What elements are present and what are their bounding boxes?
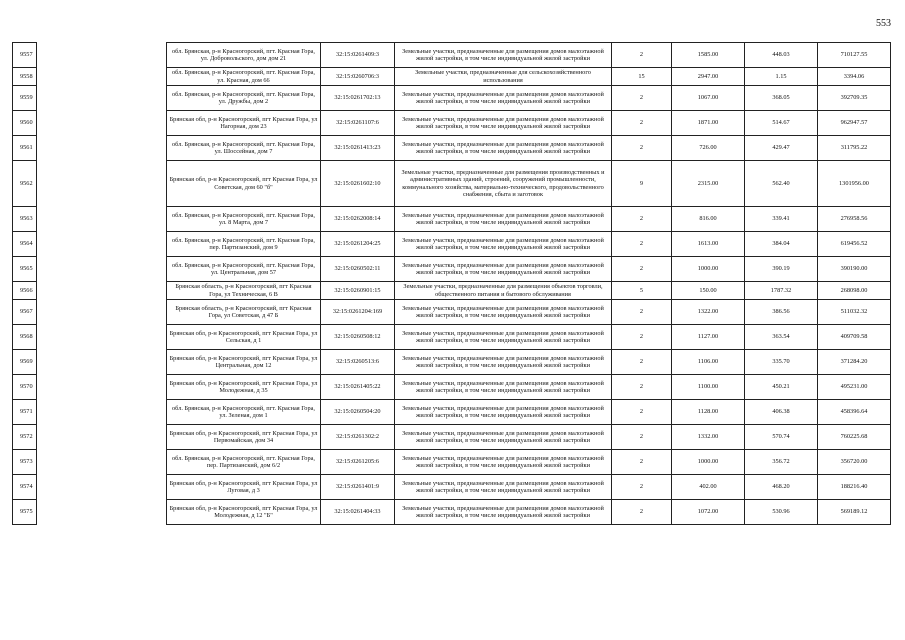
cadastral-value-cell: 392709.35 — [818, 86, 891, 111]
row-number-cell: 9565 — [13, 257, 37, 282]
row-number-cell: 9574 — [13, 475, 37, 500]
area-cell: 816.00 — [672, 207, 745, 232]
land-purpose-cell: Земельные участки, предназначенные для размещения домов малоэтажной жилой застройки, в том числе индивидуальной жилой застройки — [395, 425, 612, 450]
rate-cell: 530.96 — [745, 500, 818, 525]
rate-cell: 368.05 — [745, 86, 818, 111]
area-cell: 1127.00 — [672, 325, 745, 350]
cadastral-value-cell: 962947.57 — [818, 111, 891, 136]
spacer-cell — [37, 111, 167, 136]
spacer-cell — [37, 325, 167, 350]
row-number-cell: 9561 — [13, 136, 37, 161]
rate-cell: 384.04 — [745, 232, 818, 257]
group-code-cell: 2 — [612, 86, 672, 111]
table-row — [13, 450, 891, 475]
rate-cell: 468.20 — [745, 475, 818, 500]
cadastral-value-cell: 390190.00 — [818, 257, 891, 282]
group-code-cell: 2 — [612, 257, 672, 282]
cadastral-value-cell: 710127.55 — [818, 43, 891, 68]
rate-cell: 363.54 — [745, 325, 818, 350]
cadastral-number-cell: 32:15:0261204:25 — [321, 232, 395, 257]
land-purpose-cell: Земельные участки, предназначенные для размещения домов малоэтажной жилой застройки, в том числе индивидуальной жилой застройки — [395, 257, 612, 282]
area-cell: 150.00 — [672, 282, 745, 300]
area-cell: 1072.00 — [672, 500, 745, 525]
address-cell: Брянская область, р-н Красногорский, пгт Красная Гора, ул Техническая, 6 В — [167, 282, 321, 300]
spacer-cell — [37, 257, 167, 282]
cadastral-value-cell: 458396.64 — [818, 400, 891, 425]
cadastral-number-cell: 32:15:0261602:10 — [321, 161, 395, 207]
spacer-cell — [37, 350, 167, 375]
area-cell: 2947.00 — [672, 68, 745, 86]
cadastral-number-cell: 32:15:0261405:22 — [321, 375, 395, 400]
table-row — [13, 300, 891, 325]
land-purpose-cell: Земельные участки, предназначенные для размещения объектов торговли, общественного питания и бытового обслуживания — [395, 282, 612, 300]
table-row — [13, 325, 891, 350]
table-row — [13, 400, 891, 425]
cadastral-table — [12, 42, 891, 525]
group-code-cell: 2 — [612, 111, 672, 136]
land-purpose-cell: Земельные участки, предназначенные для размещения домов малоэтажной жилой застройки, в том числе индивидуальной жилой застройки — [395, 350, 612, 375]
cadastral-number-cell: 32:15:0260508:12 — [321, 325, 395, 350]
spacer-cell — [37, 400, 167, 425]
group-code-cell: 2 — [612, 207, 672, 232]
group-code-cell: 9 — [612, 161, 672, 207]
cadastral-number-cell: 32:15:0260504:20 — [321, 400, 395, 425]
row-number-cell: 9557 — [13, 43, 37, 68]
land-purpose-cell: Земельные участки, предназначенные для размещения домов малоэтажной жилой застройки, в том числе индивидуальной жилой застройки — [395, 325, 612, 350]
spacer-cell — [37, 475, 167, 500]
spacer-cell — [37, 500, 167, 525]
spacer-cell — [37, 86, 167, 111]
table-row — [13, 425, 891, 450]
area-cell: 726.00 — [672, 136, 745, 161]
rate-cell: 514.67 — [745, 111, 818, 136]
table-row — [13, 375, 891, 400]
table-row — [13, 43, 891, 68]
spacer-cell — [37, 43, 167, 68]
row-number-cell: 9572 — [13, 425, 37, 450]
cadastral-number-cell: 32:15:0261107:6 — [321, 111, 395, 136]
row-number-cell: 9562 — [13, 161, 37, 207]
row-number-cell: 9558 — [13, 68, 37, 86]
address-cell: Брянская обл, р-н Красногорский, пгт Красная Гора, ул Центральная, дом 12 — [167, 350, 321, 375]
table-row — [13, 475, 891, 500]
address-cell: обл. Брянская, р-н Красногорский, пгт. Красная Гора, ул. Красная, дом 66 — [167, 68, 321, 86]
area-cell: 1585.00 — [672, 43, 745, 68]
row-number-cell: 9570 — [13, 375, 37, 400]
rate-cell: 335.70 — [745, 350, 818, 375]
spacer-cell — [37, 425, 167, 450]
group-code-cell: 2 — [612, 425, 672, 450]
group-code-cell: 2 — [612, 43, 672, 68]
rate-cell: 356.72 — [745, 450, 818, 475]
row-number-cell: 9566 — [13, 282, 37, 300]
group-code-cell: 2 — [612, 300, 672, 325]
group-code-cell: 5 — [612, 282, 672, 300]
spacer-cell — [37, 375, 167, 400]
address-cell: обл. Брянская, р-н Красногорский, пгт. Красная Гора, ул. Шоссейная, дом 7 — [167, 136, 321, 161]
cadastral-number-cell: 32:15:0261404:33 — [321, 500, 395, 525]
table-row — [13, 500, 891, 525]
spacer-cell — [37, 68, 167, 86]
cadastral-value-cell: 511032.32 — [818, 300, 891, 325]
land-purpose-cell: Земельные участки, предназначенные для размещения домов малоэтажной жилой застройки, в том числе индивидуальной жилой застройки — [395, 450, 612, 475]
address-cell: Брянская область, р-н Красногорский, пгт Красная Гора, ул Советская, д 47 Б — [167, 300, 321, 325]
rate-cell: 429.47 — [745, 136, 818, 161]
rate-cell: 339.41 — [745, 207, 818, 232]
group-code-cell: 2 — [612, 136, 672, 161]
address-cell: Брянская обл, р-н Красногорский, пгт Красная Гора, ул Сельская, д 1 — [167, 325, 321, 350]
cadastral-value-cell: 495231.00 — [818, 375, 891, 400]
rate-cell: 390.19 — [745, 257, 818, 282]
group-code-cell: 2 — [612, 350, 672, 375]
cadastral-value-cell: 371284.20 — [818, 350, 891, 375]
address-cell: обл. Брянская, р-н Красногорский, пгт. Красная Гора, ул. Дружбы, дом 2 — [167, 86, 321, 111]
group-code-cell: 2 — [612, 475, 672, 500]
row-number-cell: 9568 — [13, 325, 37, 350]
area-cell: 2315.00 — [672, 161, 745, 207]
cadastral-value-cell: 1301956.00 — [818, 161, 891, 207]
rate-cell: 562.40 — [745, 161, 818, 207]
row-number-cell: 9567 — [13, 300, 37, 325]
land-purpose-cell: Земельные участки, предназначенные для размещения домов малоэтажной жилой застройки, в том числе индивидуальной жилой застройки — [395, 43, 612, 68]
rate-cell: 406.38 — [745, 400, 818, 425]
group-code-cell: 2 — [612, 375, 672, 400]
spacer-cell — [37, 136, 167, 161]
land-purpose-cell: Земельные участки, предназначенные для размещения домов малоэтажной жилой застройки, в том числе индивидуальной жилой застройки — [395, 86, 612, 111]
row-number-cell: 9571 — [13, 400, 37, 425]
table-row — [13, 86, 891, 111]
group-code-cell: 15 — [612, 68, 672, 86]
cadastral-value-cell: 760225.68 — [818, 425, 891, 450]
table-row — [13, 207, 891, 232]
cadastral-number-cell: 32:15:0261401:9 — [321, 475, 395, 500]
row-number-cell: 9564 — [13, 232, 37, 257]
area-cell: 1106.00 — [672, 350, 745, 375]
rate-cell: 448.03 — [745, 43, 818, 68]
address-cell: обл. Брянская, р-н Красногорский, пгт. Красная Гора, пер. Партизанский, дом 6/2 — [167, 450, 321, 475]
table-row — [13, 111, 891, 136]
area-cell: 1332.00 — [672, 425, 745, 450]
address-cell: обл. Брянская, р-н Красногорский, пгт. Красная Гора, ул. Центральная, дом 57 — [167, 257, 321, 282]
spacer-cell — [37, 300, 167, 325]
table-body — [13, 43, 891, 525]
land-purpose-cell: Земельные участки, предназначенные для размещения домов малоэтажной жилой застройки, в том числе индивидуальной жилой застройки — [395, 111, 612, 136]
land-purpose-cell: Земельные участки, предназначенные для размещения домов малоэтажной жилой застройки, в том числе индивидуальной жилой застройки — [395, 300, 612, 325]
cadastral-number-cell: 32:15:0260502:11 — [321, 257, 395, 282]
rate-cell: 386.56 — [745, 300, 818, 325]
land-purpose-cell: Земельные участки, предназначенные для размещения домов малоэтажной жилой застройки, в том числе индивидуальной жилой застройки — [395, 475, 612, 500]
area-cell: 1128.00 — [672, 400, 745, 425]
table-row — [13, 350, 891, 375]
cadastral-number-cell: 32:15:0261204:169 — [321, 300, 395, 325]
table-row — [13, 136, 891, 161]
area-cell: 402.00 — [672, 475, 745, 500]
area-cell: 1000.00 — [672, 257, 745, 282]
table-row — [13, 68, 891, 86]
land-purpose-cell: Земельные участки, предназначенные для сельскохозяйственного использования — [395, 68, 612, 86]
rate-cell: 1.15 — [745, 68, 818, 86]
cadastral-number-cell: 32:15:0261302:2 — [321, 425, 395, 450]
address-cell: Брянская обл, р-н Красногорский, пгт Красная Гора, ул Нагорная, дом 23 — [167, 111, 321, 136]
row-number-cell: 9575 — [13, 500, 37, 525]
cadastral-number-cell: 32:15:0261205:6 — [321, 450, 395, 475]
cadastral-number-cell: 32:15:0260513:6 — [321, 350, 395, 375]
group-code-cell: 2 — [612, 232, 672, 257]
address-cell: обл. Брянская, р-н Красногорский, пгт. Красная Гора, ул. 8 Марта, дом 7 — [167, 207, 321, 232]
table-row — [13, 161, 891, 207]
spacer-cell — [37, 282, 167, 300]
table-row — [13, 282, 891, 300]
cadastral-number-cell: 32:15:0260901:15 — [321, 282, 395, 300]
address-cell: Брянская обл, р-н Красногорский, пгт Красная Гора, ул Молодежная, д 12 "Б" — [167, 500, 321, 525]
land-purpose-cell: Земельные участки, предназначенные для размещения домов малоэтажной жилой застройки, в том числе индивидуальной жилой застройки — [395, 375, 612, 400]
spacer-cell — [37, 207, 167, 232]
cadastral-number-cell: 32:15:0262008:14 — [321, 207, 395, 232]
table-row — [13, 257, 891, 282]
address-cell: Брянская обл, р-н Красногорский, пгт Красная Гора, ул Молодежная, д 35 — [167, 375, 321, 400]
spacer-cell — [37, 232, 167, 257]
area-cell: 1871.00 — [672, 111, 745, 136]
area-cell: 1100.00 — [672, 375, 745, 400]
page-number: 553 — [876, 18, 891, 29]
group-code-cell: 2 — [612, 325, 672, 350]
land-purpose-cell: Земельные участки, предназначенные для размещения домов малоэтажной жилой застройки, в том числе индивидуальной жилой застройки — [395, 500, 612, 525]
group-code-cell: 2 — [612, 450, 672, 475]
group-code-cell: 2 — [612, 400, 672, 425]
land-purpose-cell: Земельные участки, предназначенные для размещения домов малоэтажной жилой застройки, в том числе индивидуальной жилой застройки — [395, 400, 612, 425]
cadastral-value-cell: 356720.00 — [818, 450, 891, 475]
area-cell: 1000.00 — [672, 450, 745, 475]
area-cell: 1322.00 — [672, 300, 745, 325]
cadastral-number-cell: 32:15:0261409:3 — [321, 43, 395, 68]
land-purpose-cell: Земельные участки, предназначенные для размещения производственных и административных зданий, строений, сооружений промышленности, коммунального хозяйства, материально-технического, продовольственного снабжения, сбыта и заготовок — [395, 161, 612, 207]
cadastral-number-cell: 32:15:0260706:3 — [321, 68, 395, 86]
cadastral-value-cell: 268098.00 — [818, 282, 891, 300]
row-number-cell: 9559 — [13, 86, 37, 111]
address-cell: обл. Брянская, р-н Красногорский, пгт. Красная Гора, ул. Зеленая, дом 1 — [167, 400, 321, 425]
row-number-cell: 9563 — [13, 207, 37, 232]
rate-cell: 570.74 — [745, 425, 818, 450]
cadastral-value-cell: 569189.12 — [818, 500, 891, 525]
table-row — [13, 232, 891, 257]
land-purpose-cell: Земельные участки, предназначенные для размещения домов малоэтажной жилой застройки, в том числе индивидуальной жилой застройки — [395, 136, 612, 161]
cadastral-value-cell: 409709.58 — [818, 325, 891, 350]
address-cell: Брянская обл, р-н Красногорский, пгт Красная Гора, ул Первомайская, дом 34 — [167, 425, 321, 450]
address-cell: Брянская обл, р-н Красногорский, пгт Красная Гора, ул Луговая, д 3 — [167, 475, 321, 500]
spacer-cell — [37, 161, 167, 207]
area-cell: 1613.00 — [672, 232, 745, 257]
row-number-cell: 9573 — [13, 450, 37, 475]
cadastral-number-cell: 32:15:0261413:23 — [321, 136, 395, 161]
cadastral-value-cell: 276958.56 — [818, 207, 891, 232]
land-purpose-cell: Земельные участки, предназначенные для размещения домов малоэтажной жилой застройки, в том числе индивидуальной жилой застройки — [395, 207, 612, 232]
cadastral-value-cell: 311795.22 — [818, 136, 891, 161]
cadastral-value-cell: 3394.06 — [818, 68, 891, 86]
land-purpose-cell: Земельные участки, предназначенные для размещения домов малоэтажной жилой застройки, в том числе индивидуальной жилой застройки — [395, 232, 612, 257]
rate-cell: 1787.32 — [745, 282, 818, 300]
row-number-cell: 9569 — [13, 350, 37, 375]
address-cell: обл. Брянская, р-н Красногорский, пгт. Красная Гора, пер. Партизанский, дом 9 — [167, 232, 321, 257]
area-cell: 1067.00 — [672, 86, 745, 111]
cadastral-number-cell: 32:15:0261702:13 — [321, 86, 395, 111]
group-code-cell: 2 — [612, 500, 672, 525]
cadastral-value-cell: 619456.52 — [818, 232, 891, 257]
spacer-cell — [37, 450, 167, 475]
row-number-cell: 9560 — [13, 111, 37, 136]
address-cell: обл. Брянская, р-н Красногорский, пгт. Красная Гора, ул. Добровольского, дом дом 21 — [167, 43, 321, 68]
address-cell: Брянская обл, р-н Красногорский, пгт Красная Гора, ул Советская, дом 60 "б" — [167, 161, 321, 207]
cadastral-value-cell: 188216.40 — [818, 475, 891, 500]
rate-cell: 450.21 — [745, 375, 818, 400]
